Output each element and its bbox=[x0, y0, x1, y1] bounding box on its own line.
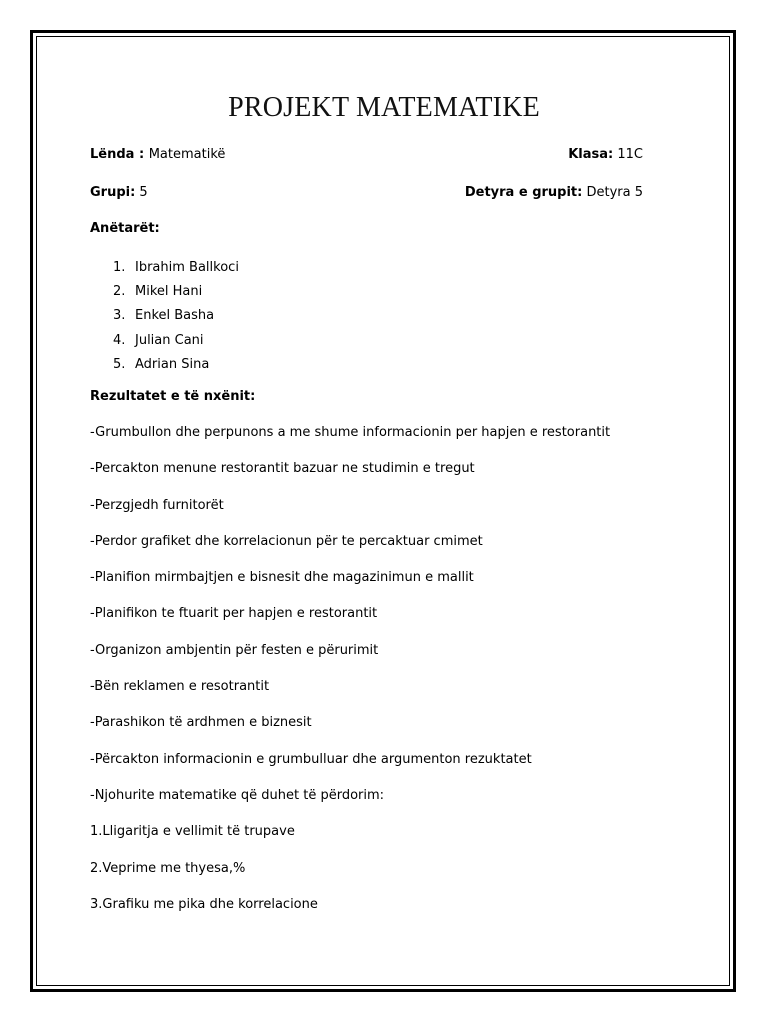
outcome-line: -Planifion mirmbajtjen e bisnesit dhe magazinimun e mallit bbox=[90, 570, 474, 586]
list-number: 1. bbox=[113, 260, 126, 275]
list-number: 3. bbox=[113, 308, 126, 324]
member-name: Enkel Basha bbox=[135, 308, 215, 324]
outcome-line: -Përcakton informacionin e grumbulluar dhe argumenton rezuktatet bbox=[90, 751, 532, 767]
list-number: 4. bbox=[113, 332, 126, 348]
member-name: Adrian Sina bbox=[135, 356, 210, 372]
class-field bbox=[568, 147, 643, 163]
group-value: 5 bbox=[135, 185, 148, 200]
subject-label: Lënda bbox=[90, 147, 135, 162]
outcome-line: -Grumbullon dhe perpunons a me shume informacionin per hapjen e restorantit bbox=[90, 425, 611, 440]
member-name: Julian Cani bbox=[135, 332, 204, 348]
outcome-line: -Parashikon të ardhmen e biznesit bbox=[90, 715, 312, 731]
group-field bbox=[90, 185, 148, 201]
outcome-line: 1.Lligaritja e vellimit të trupave bbox=[90, 824, 295, 840]
list-item bbox=[113, 256, 239, 280]
outcome-line: -Perdor grafiket dhe korrelacionun për te percaktuar cmimet bbox=[90, 533, 483, 549]
list-item bbox=[113, 304, 239, 328]
class-label: Klasa: bbox=[568, 147, 614, 162]
outcomes-list bbox=[90, 424, 610, 932]
outcome-line: -Njohurite matematike që duhet të përdorim: bbox=[90, 787, 385, 803]
list-item bbox=[113, 329, 239, 353]
outcome-line: -Organizon ambjentin për festen e përurimit bbox=[90, 642, 379, 658]
group-task-value: Detyra 5 bbox=[582, 185, 643, 200]
members-heading: Anëtarët: bbox=[90, 221, 160, 236]
group-label: Grupi: bbox=[90, 185, 136, 200]
members-list bbox=[113, 256, 239, 377]
outcomes-heading: Rezultatet e të nxënit: bbox=[90, 389, 256, 404]
list-number: 2. bbox=[113, 284, 126, 300]
class-value: 11C bbox=[613, 147, 643, 162]
outcome-line: -Perzgjedh furnitorët bbox=[90, 497, 224, 513]
outcome-line: 2.Veprime me thyesa,% bbox=[90, 860, 246, 876]
outcome-line: 3.Grafiku me pika dhe korrelacione bbox=[90, 896, 318, 912]
member-name: Ibrahim Ballkoci bbox=[135, 260, 239, 275]
subject-separator: : bbox=[134, 147, 149, 162]
list-number: 5. bbox=[113, 356, 126, 372]
group-task-label: Detyra e grupit: bbox=[464, 185, 583, 200]
outcome-line: -Bën reklamen e resotrantit bbox=[90, 679, 270, 695]
outcome-line: -Planifikon te ftuarit per hapjen e restorantit bbox=[90, 606, 378, 622]
page-title: PROJEKT MATEMATIKE bbox=[228, 92, 540, 123]
subject-field bbox=[90, 147, 225, 163]
list-item bbox=[113, 280, 239, 304]
subject-value: Matematikë bbox=[148, 147, 226, 162]
group-task-field bbox=[465, 185, 643, 201]
outcome-line: -Percakton menune restorantit bazuar ne studimin e tregut bbox=[90, 461, 475, 477]
list-item bbox=[113, 353, 239, 377]
member-name: Mikel Hani bbox=[135, 284, 203, 300]
